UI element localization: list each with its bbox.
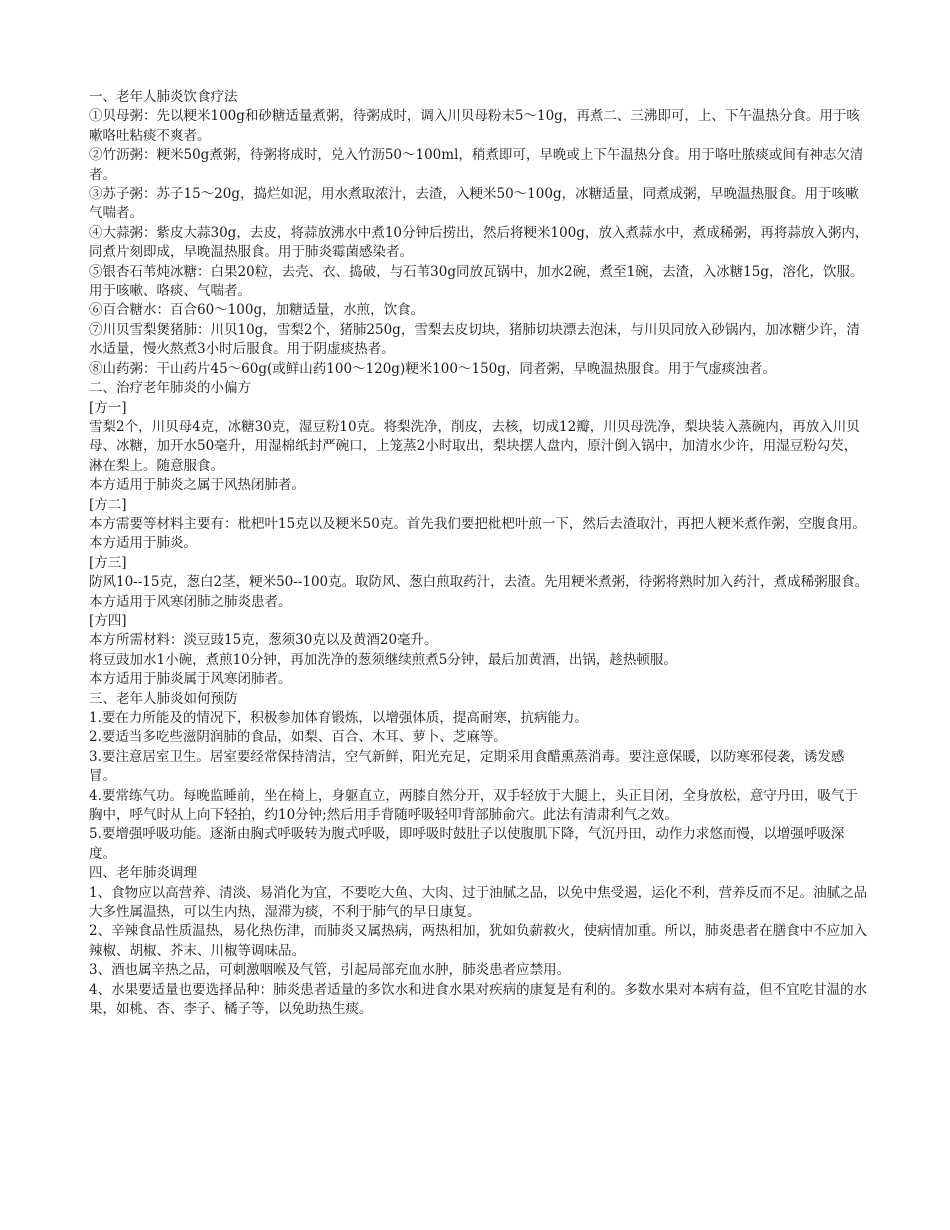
remedy-indication: 本方适用于肺炎属于风寒闭肺者。 bbox=[89, 671, 292, 688]
remedy-label: [方四] bbox=[89, 612, 127, 629]
conditioning-item: 3、酒也属辛热之品，可刺激咽喉及气管，引起局部充血水肿，肺炎患者应禁用。 bbox=[89, 962, 571, 979]
section-folk-remedies bbox=[89, 379, 869, 690]
remedy-indication: 本方适用于风寒闭肺之肺炎患者。 bbox=[89, 593, 292, 610]
section-diet-therapy bbox=[89, 88, 869, 379]
section-conditioning bbox=[89, 864, 869, 1019]
prevention-item: 5.要增强呼吸功能。逐渐由胸式呼吸转为腹式呼吸，即呼吸时鼓肚子以使腹肌下降，气沉丹田，动作力求悠而慢，以增强呼吸深度。 bbox=[89, 826, 845, 862]
recipe-item: ①贝母粥：先以粳米100g和砂糖适量煮粥，待粥成时，调入川贝母粉末5～10g，再煮二、三沸即可，上、下午温热分食。用于咳嗽咯吐粘痰不爽者。 bbox=[89, 108, 860, 144]
prevention-item: 3.要注意居室卫生。居室要经常保持清洁，空气新鲜，阳光充足，定期采用食醋熏蒸消毒。要注意保暖，以防寒邪侵袭，诱发感冒。 bbox=[89, 748, 845, 785]
prevention-item: 2.要适当多吃些滋阴润肺的食品，如梨、百合、木耳、萝卜、芝麻等。 bbox=[89, 729, 507, 746]
remedy-indication: 本方适用于肺炎之属于风热闭肺者。 bbox=[89, 477, 305, 494]
section-heading: 四、老年肺炎调理 bbox=[89, 865, 197, 882]
recipe-item: ③苏子粥：苏子15～20g，捣烂如泥，用水煮取浓汁，去渣，入粳米50～100g，冰糖适量，同煮成粥，早晚温热服食。用于咳嗽气喘者。 bbox=[89, 186, 859, 222]
section-heading: 一、老年人肺炎饮食疗法 bbox=[89, 89, 238, 105]
prevention-item: 4.要常练气功。每晚监睡前，坐在椅上，身躯直立，两膝自然分开，双手轻放于大腿上，头正目闭，全身放松，意守丹田，吸气于胸中，呼气时从上向下轻拍，约10分钟;然后用手背随呼吸轻叩背部肺俞穴。此法有清肃利气之效。 bbox=[89, 787, 858, 824]
remedy-indication: 本方适用于肺炎。 bbox=[89, 535, 197, 552]
conditioning-item: 2、辛辣食品性质温热，易化热伤津，而肺炎又属热病，两热相加，犹如负薪救火，使病情加重。所以，肺炎患者在膳食中不应加入辣椒、胡椒、芥末、川椒等调味品。 bbox=[89, 923, 868, 959]
section-heading: 二、治疗老年肺炎的小偏方 bbox=[89, 380, 251, 397]
recipe-item: ⑧山药粥：干山药片45～60g(或鲜山药100～120g)粳米100～150g，同者粥，早晚温热服食。用于气虚痰浊者。 bbox=[89, 360, 776, 377]
recipe-item: ⑤银杏石苇炖冰糖：白果20粒，去壳、衣、捣破，与石苇30g同放瓦锅中，加水2碗，煮至1碗，去渣，入冰糖15g，溶化，饮服。用于咳嗽、咯痰、气喘者。 bbox=[89, 263, 864, 300]
remedy-text: 本方所需材料：淡豆豉15克，葱须30克以及黄酒20毫升。 bbox=[89, 632, 438, 649]
remedy-text: 将豆豉加水1小碗，煮煎10分钟，再加洗净的葱须继续煎煮5分钟，最后加黄酒，出锅，趁热顿服。 bbox=[89, 651, 677, 668]
remedy-label: [方一] bbox=[89, 399, 127, 416]
recipe-item: ⑥百合糖水：百合60～100g，加糖适量，水煎，饮食。 bbox=[89, 302, 425, 319]
recipe-item: ②竹沥粥：粳米50g煮粥，待粥将成时，兑入竹沥50～100ml，稍煮即可，早晚或上下午温热分食。用于咯吐脓痰或间有神志欠清者。 bbox=[89, 147, 864, 183]
prevention-item: 1.要在力所能及的情况下，积极参加体育锻炼，以增强体质，提高耐寒，抗病能力。 bbox=[89, 710, 588, 726]
section-prevention bbox=[89, 690, 869, 865]
remedy-text: 防风10--15克，葱白2茎，粳米50--100克。取防风、葱白煎取药汁，去渣。先用粳米煮粥，待粥将熟时加入药汁，煮成稀粥服食。 bbox=[89, 574, 869, 591]
conditioning-item: 1、食物应以高营养、清淡、易消化为宜，不要吃大鱼、大肉、过于油腻之品，以免中焦受遏，运化不利，营养反而不足。油腻之品大多性属温热，可以生内热，湿滞为痰，不利于肺气的早日康复。 bbox=[89, 884, 868, 921]
recipe-item: ④大蒜粥：紫皮大蒜30g，去皮，将蒜放沸水中煮10分钟后捞出，然后将粳米100g，放入煮蒜水中，煮成稀粥，再将蒜放入粥内，同煮片刻即成，早晚温热服食。用于肺炎霉菌感染者。 bbox=[89, 224, 869, 261]
document-body bbox=[89, 88, 869, 1020]
recipe-item: ⑦川贝雪梨煲猪肺：川贝10g，雪梨2个，猪肺250g，雪梨去皮切块，猪肺切块漂去泡沫，与川贝同放入砂锅内，加冰糖少许，清水适量，慢火熬煮3小时后服食。用于阴虚痰热者。 bbox=[89, 321, 860, 358]
remedy-label: [方二] bbox=[89, 496, 127, 513]
remedy-label: [方三] bbox=[89, 554, 127, 571]
section-heading: 三、老年人肺炎如何预防 bbox=[89, 690, 238, 707]
remedy-text: 雪梨2个，川贝母4克，冰糖30克，湿豆粉10克。将梨洗净，削皮，去核，切成12瓣，川贝母洗净，梨块装入蒸碗内，再放入川贝母、冰糖，加开水50毫升，用湿棉纸封严碗口，上笼蒸2小时取出，梨块摆人盘内，原汁倒入锅中，加清水少许，用湿豆粉勾芡，淋在梨上。随意服食。 bbox=[89, 418, 860, 474]
remedy-text: 本方需要等材料主要有：枇杷叶15克以及粳米50克。首先我们要把枇杷叶煎一下，然后去渣取汁，再把人粳米煮作粥，空腹食用。 bbox=[89, 515, 866, 532]
conditioning-item: 4、水果要适量也要选择品种：肺炎患者适量的多饮水和进食水果对疾病的康复是有利的。多数水果对本病有益，但不宜吃甘温的水果，如桃、杏、李子、橘子等，以免助热生痰。 bbox=[89, 981, 868, 1018]
